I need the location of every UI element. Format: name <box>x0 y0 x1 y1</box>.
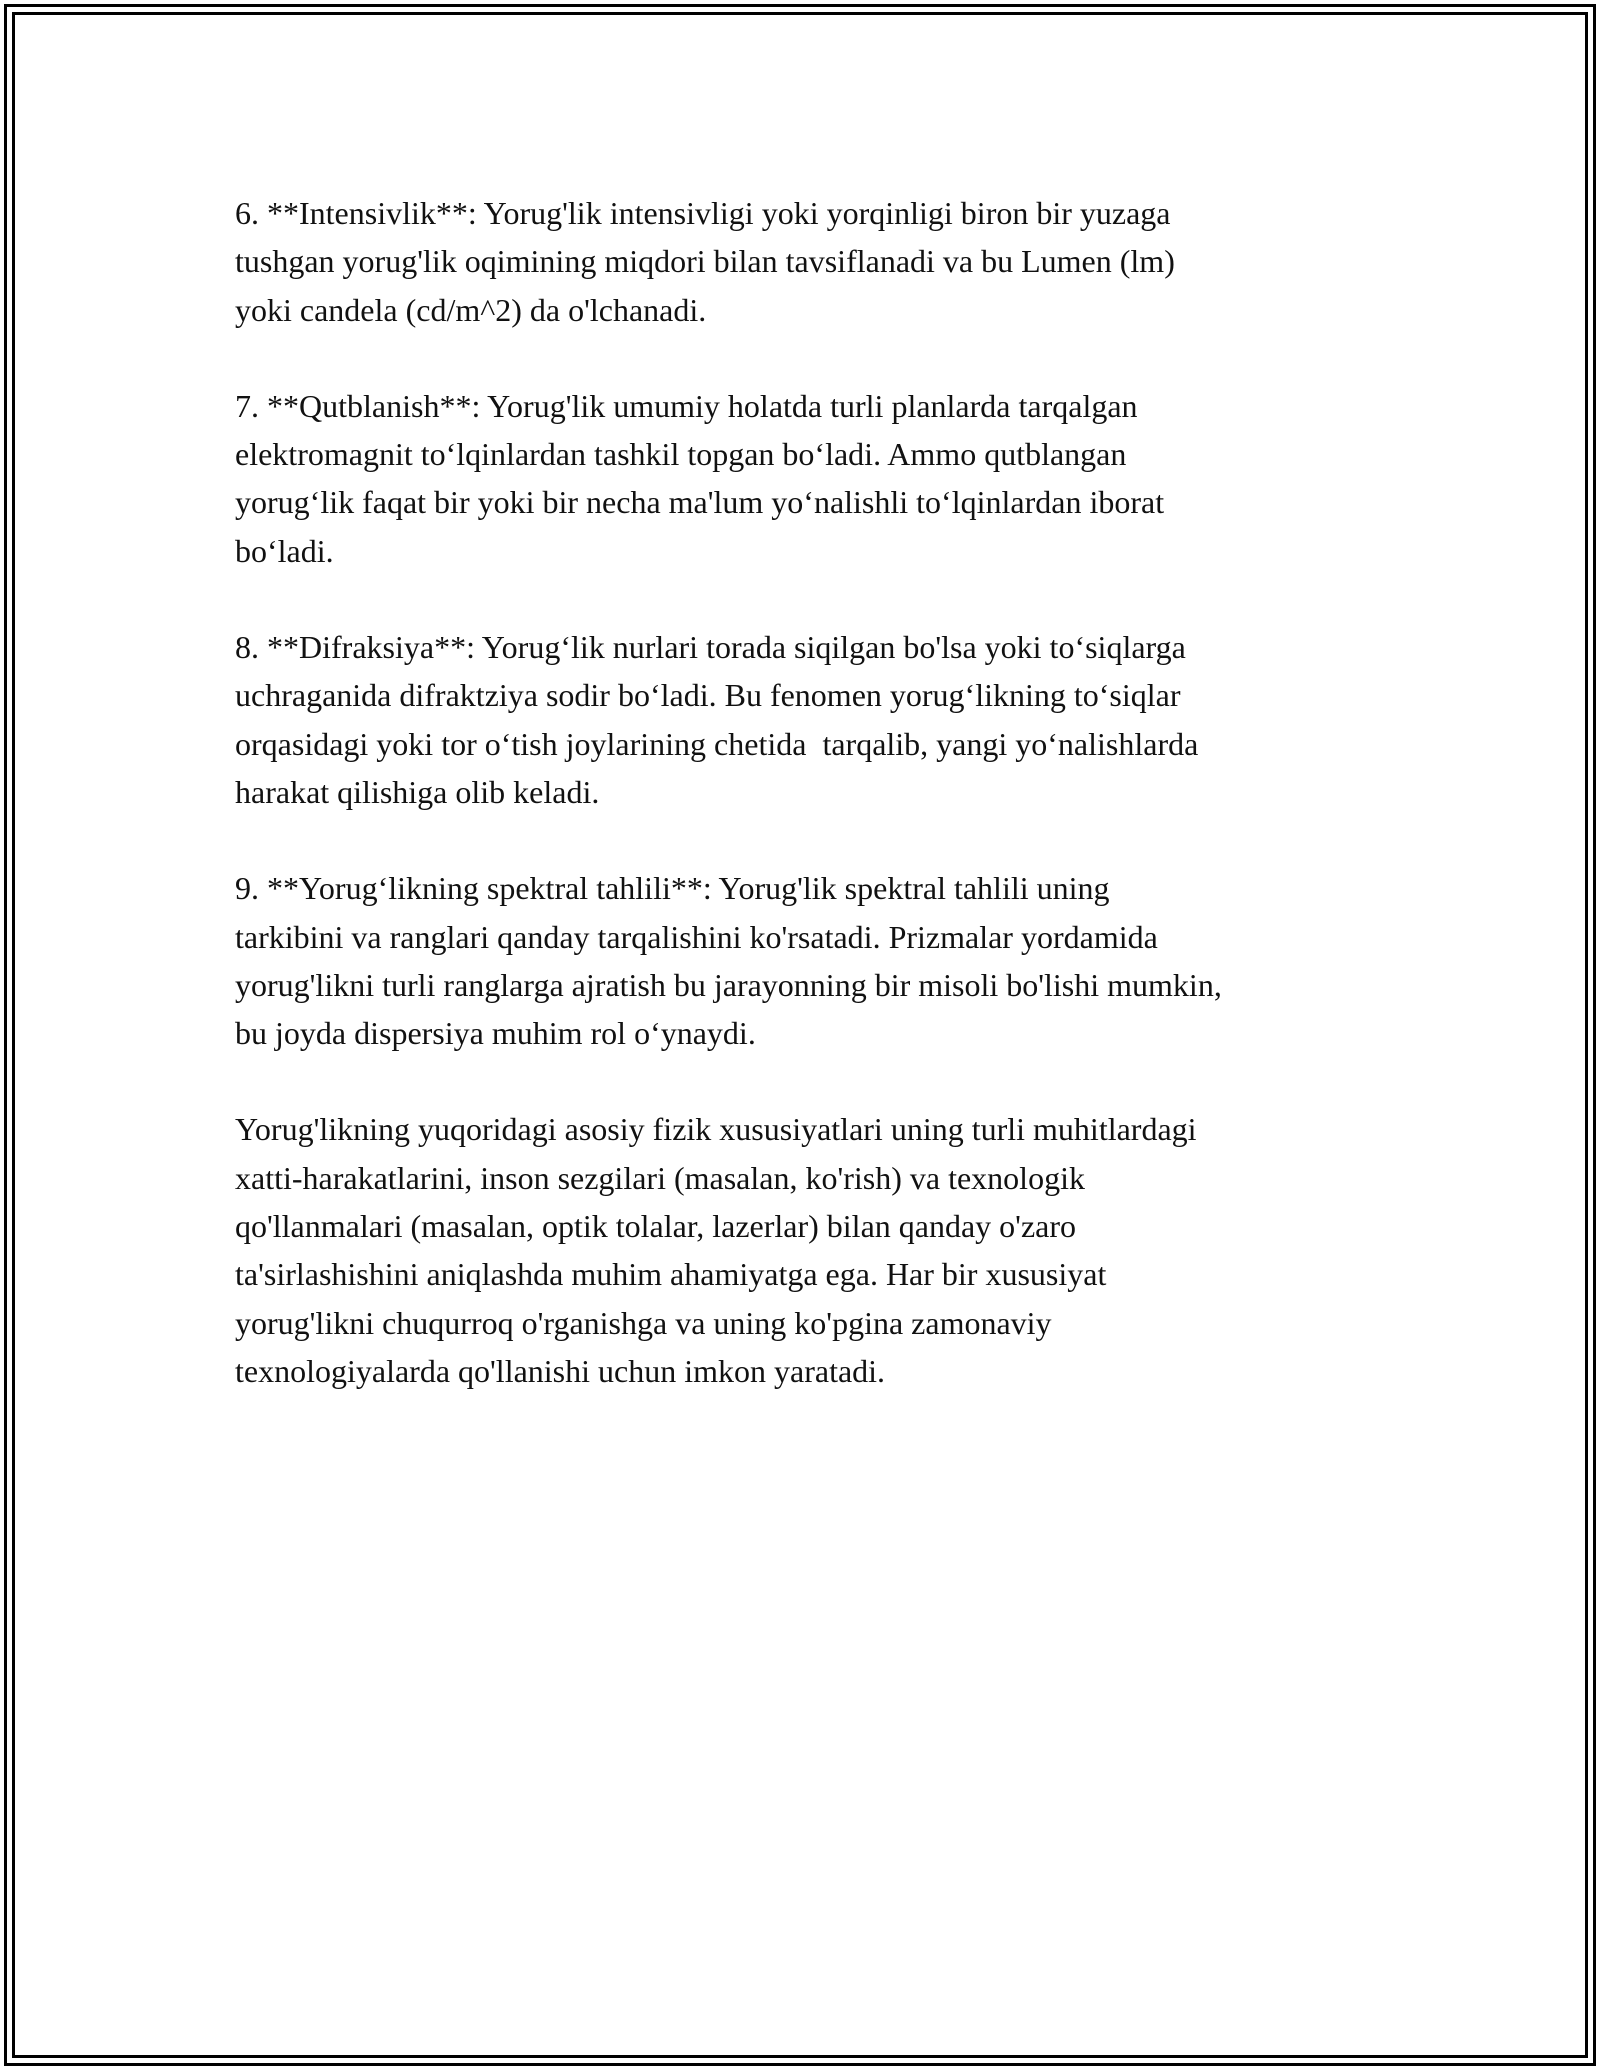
document-body <box>235 189 1385 1443</box>
text-line: tushgan yorug'lik oqimining miqdori bilan tavsiflanadi va bu Lumen (lm) <box>235 243 1175 280</box>
text-line: 7. **Qutblanish**: Yorug'lik umumiy holatda turli planlarda tarqalgan <box>235 387 1138 424</box>
text-line: 6. **Intensivlik**: Yorug'lik intensivligi yoki yorqinligi biron bir yuzaga <box>235 195 1171 231</box>
text-line: Yorug'likning yuqoridagi asosiy fizik xususiyatlari uning turli muhitlardagi <box>235 1111 1197 1148</box>
text-line: yorug'likni chuqurroq o'rganishga va uning ko'pgina zamonaviy <box>235 1304 1052 1341</box>
paragraph-xulosa <box>235 1105 1385 1395</box>
paragraph-spektral-tahlil <box>235 864 1385 1057</box>
text-line: ta'sirlashishini aniqlashda muhim ahamiyatga ega. Har bir xususiyat <box>235 1256 1107 1293</box>
text-line: bo‘ladi. <box>235 532 334 569</box>
paragraph-intensivlik <box>235 189 1385 334</box>
text-line: uchraganida difraktziya sodir bo‘ladi. Bu fenomen yorug‘likning to‘siqlar <box>235 677 1181 714</box>
text-line: 8. **Difraksiya**: Yorug‘lik nurlari torada siqilgan bo'lsa yoki to‘siqlarga <box>235 629 1186 666</box>
text-line: yorug‘lik faqat bir yoki bir necha ma'lum yo‘nalishli to‘lqinlardan iborat <box>235 484 1165 521</box>
text-line: yoki candela (cd/m^2) da o'lchanadi. <box>235 291 707 328</box>
paragraph-difraksiya <box>235 623 1385 816</box>
text-line: orqasidagi yoki tor o‘tish joylarining chetida tarqalib, yangi yo‘nalishlarda <box>235 725 1199 762</box>
paragraph-qutblanish <box>235 382 1385 575</box>
text-line: xatti-harakatlarini, inson sezgilari (masalan, ko'rish) va texnologik <box>235 1159 1085 1196</box>
text-line: yorug'likni turli ranglarga ajratish bu jarayonning bir misoli bo'lishi mumkin, <box>235 966 1222 1003</box>
text-line: harakat qilishiga olib keladi. <box>235 773 600 810</box>
text-line: tarkibini va ranglari qanday tarqalishini ko'rsatadi. Prizmalar yordamida <box>235 918 1158 955</box>
text-line: 9. **Yorug‘likning spektral tahlili**: Yorug'lik spektral tahlili uning <box>235 870 1110 907</box>
text-line: texnologiyalarda qo'llanishi uchun imkon yaratadi. <box>235 1352 886 1389</box>
text-line: elektromagnit to‘lqinlardan tashkil topgan bo‘ladi. Ammo qutblangan <box>235 436 1127 473</box>
text-line: qo'llanmalari (masalan, optik tolalar, lazerlar) bilan qanday o'zaro <box>235 1208 1076 1245</box>
text-line: bu joyda dispersiya muhim rol o‘ynaydi. <box>235 1015 756 1052</box>
